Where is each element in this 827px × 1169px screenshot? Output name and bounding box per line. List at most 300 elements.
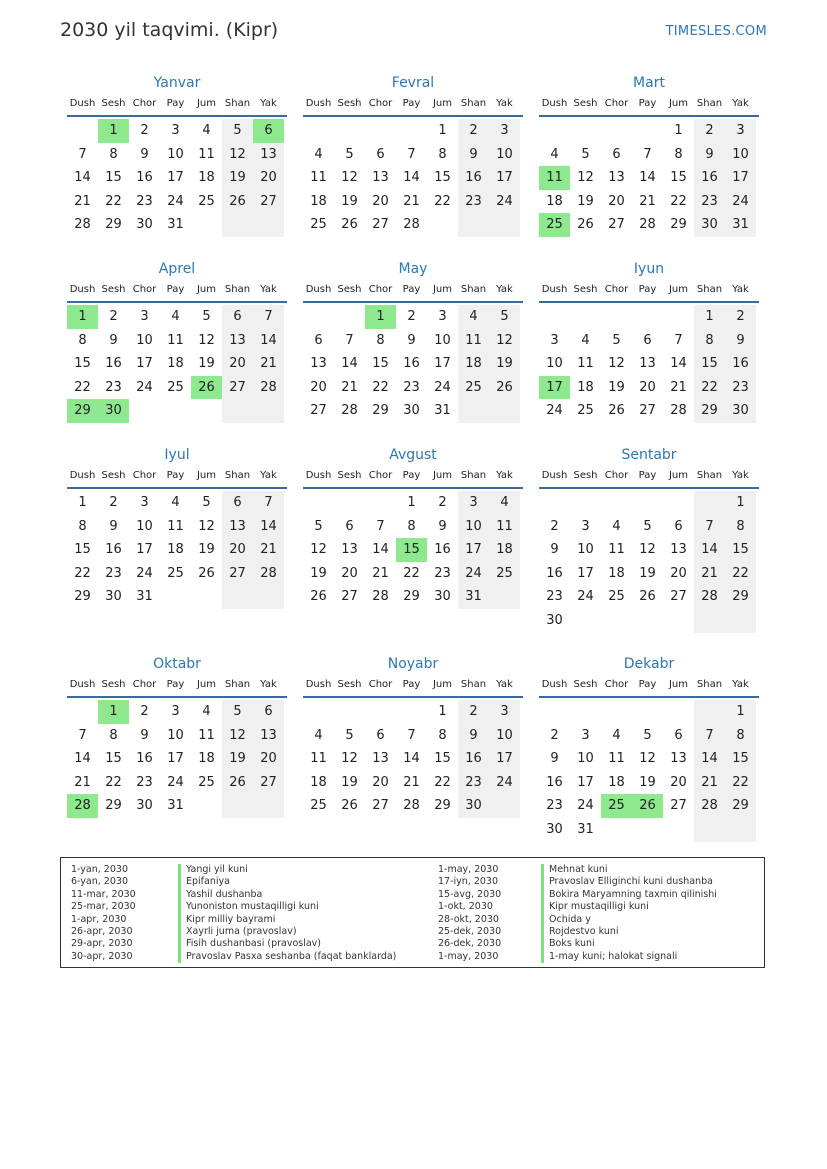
day-cell: 14 — [670, 356, 687, 372]
day-cell: 28 — [253, 376, 284, 400]
weekday-label: Chor — [368, 98, 393, 109]
day-cell: 17 — [167, 751, 184, 767]
month-iyun — [539, 257, 759, 423]
day-cell: 16 — [694, 166, 725, 190]
weekday-label: Jum — [196, 98, 217, 109]
day-cell: 14 — [639, 170, 656, 186]
day-cell: 14 — [403, 751, 420, 767]
month-aprel — [67, 257, 287, 423]
weekday-label: Yak — [732, 284, 749, 295]
day-cell: 27 — [670, 589, 687, 605]
day-cell: 24 — [577, 798, 594, 814]
empty-day-cell — [303, 491, 334, 515]
weekday-label: Shan — [224, 470, 251, 481]
day-cell: 12 — [639, 751, 656, 767]
day-cell: 12 — [489, 329, 520, 353]
day-cell: 30 — [546, 821, 563, 837]
weekday-label: Shan — [224, 679, 251, 690]
day-cell: 28 — [403, 798, 420, 814]
day-cell: 8 — [438, 146, 447, 162]
empty-day-cell — [539, 700, 570, 724]
day-cell: 22 — [725, 771, 756, 795]
legend-date: 17-iyn, 2030 — [438, 876, 499, 888]
weekday-label: Sesh — [337, 470, 362, 481]
day-cell: 31 — [167, 798, 184, 814]
empty-day-cell — [632, 305, 663, 329]
weekday-header — [539, 281, 759, 303]
weekday-label: Pay — [402, 470, 421, 481]
weekday-label: Chor — [132, 470, 157, 481]
day-cell: 9 — [140, 146, 149, 162]
day-cell: 27 — [341, 589, 358, 605]
day-cell: 15 — [694, 352, 725, 376]
day-cell: 24 — [434, 379, 451, 395]
day-cell: 2 — [140, 704, 149, 719]
day-cell: 12 — [198, 332, 215, 348]
day-cell: 4 — [171, 495, 180, 510]
day-cell: 10 — [725, 143, 756, 167]
day-cell: 30 — [458, 794, 489, 818]
day-cell: 16 — [105, 542, 122, 558]
day-cell: 11 — [167, 332, 184, 348]
day-cell: 20 — [639, 379, 656, 395]
empty-day-cell — [489, 213, 520, 237]
day-cell: 4 — [550, 146, 559, 162]
month-name: Dekabr — [623, 656, 675, 672]
day-cell: 8 — [78, 332, 87, 348]
weekday-header — [67, 95, 287, 117]
empty-day-cell — [539, 119, 570, 143]
weekday-label: Shan — [460, 679, 487, 690]
site-link[interactable]: TIMESLES.COM — [665, 24, 767, 39]
day-cell: 9 — [140, 727, 149, 743]
weekday-header — [539, 95, 759, 117]
day-cell: 22 — [670, 193, 687, 209]
day-cell: 8 — [674, 146, 683, 162]
weekday-label: Yak — [732, 679, 749, 690]
day-cell: 18 — [546, 193, 563, 209]
day-cell: 11 — [458, 329, 489, 353]
legend-date: 28-okt, 2030 — [438, 913, 499, 925]
empty-day-cell — [396, 119, 427, 143]
day-cell: 5 — [202, 309, 211, 324]
weekday-label: Pay — [166, 470, 185, 481]
day-cell: 7 — [253, 491, 284, 515]
day-cell: 27 — [372, 217, 389, 233]
day-cell: 24 — [167, 193, 184, 209]
month-mart — [539, 71, 759, 237]
empty-day-cell — [365, 119, 396, 143]
holiday-day-cell: 1 — [98, 700, 129, 724]
month-name: Avgust — [389, 447, 437, 463]
legend-date: 1-apr, 2030 — [71, 913, 127, 925]
day-cell: 24 — [546, 403, 563, 419]
day-cell: 13 — [639, 356, 656, 372]
weekday-label: Sesh — [101, 284, 126, 295]
day-cell: 29 — [372, 403, 389, 419]
day-cell: 29 — [694, 399, 725, 423]
day-cell: 23 — [458, 771, 489, 795]
holiday-day-cell: 28 — [67, 794, 98, 818]
day-cell: 22 — [74, 565, 91, 581]
day-cell: 2 — [550, 518, 559, 534]
weekday-label: Shan — [696, 470, 723, 481]
empty-day-cell — [334, 305, 365, 329]
day-cell: 13 — [341, 542, 358, 558]
legend-holiday-name: Pravoslav Pasxa seshanba (faqat banklarda) — [178, 951, 396, 963]
day-cell: 11 — [608, 542, 625, 558]
day-cell: 21 — [253, 538, 284, 562]
empty-day-cell — [458, 213, 489, 237]
day-cell: 8 — [109, 146, 118, 162]
month-avgust — [303, 443, 523, 609]
day-cell: 15 — [74, 356, 91, 372]
weekday-header — [67, 467, 287, 489]
day-cell: 24 — [136, 379, 153, 395]
day-cell: 5 — [489, 305, 520, 329]
day-cell: 26 — [222, 771, 253, 795]
day-cell: 30 — [136, 798, 153, 814]
day-cell: 21 — [694, 562, 725, 586]
legend-holiday-name: Epifaniya — [178, 876, 230, 888]
day-cell: 1 — [694, 305, 725, 329]
legend-holiday-name: Xayrli juma (pravoslav) — [178, 926, 297, 938]
day-cell: 29 — [74, 589, 91, 605]
empty-day-cell — [334, 491, 365, 515]
day-cell: 2 — [725, 305, 756, 329]
day-cell: 3 — [171, 123, 180, 138]
day-cell: 19 — [341, 774, 358, 790]
day-cell: 16 — [434, 542, 451, 558]
day-cell: 19 — [577, 193, 594, 209]
empty-day-cell — [632, 609, 663, 633]
day-cell: 17 — [725, 166, 756, 190]
legend-holiday-name: Yunoniston mustaqilligi kuni — [178, 901, 319, 913]
day-cell: 11 — [198, 146, 215, 162]
day-cell: 29 — [670, 217, 687, 233]
day-cell: 19 — [639, 565, 656, 581]
holiday-day-cell: 30 — [98, 399, 129, 423]
day-cell: 1 — [725, 491, 756, 515]
day-cell: 3 — [140, 495, 149, 510]
day-cell: 25 — [458, 376, 489, 400]
holiday-day-cell: 29 — [67, 399, 98, 423]
day-cell: 20 — [372, 193, 389, 209]
legend-holiday-name: Fisih dushanbasi (pravoslav) — [178, 938, 321, 950]
month-yanvar — [67, 71, 287, 237]
weekday-header — [67, 676, 287, 698]
day-cell: 16 — [458, 166, 489, 190]
day-cell: 2 — [109, 495, 118, 510]
day-cell: 26 — [222, 190, 253, 214]
day-cell: 16 — [546, 565, 563, 581]
day-cell: 4 — [202, 704, 211, 719]
day-cell: 19 — [198, 542, 215, 558]
weekday-label: Dush — [305, 98, 332, 109]
day-cell: 27 — [222, 376, 253, 400]
day-cell: 7 — [674, 332, 683, 348]
holiday-day-cell: 25 — [539, 213, 570, 237]
day-cell: 3 — [581, 518, 590, 534]
day-cell: 21 — [372, 565, 389, 581]
day-cell: 27 — [670, 798, 687, 814]
legend-date: 1-okt, 2030 — [438, 901, 493, 913]
empty-day-cell — [303, 700, 334, 724]
day-cell: 28 — [403, 217, 420, 233]
day-cell: 24 — [577, 589, 594, 605]
day-cell: 21 — [639, 193, 656, 209]
day-cell: 24 — [489, 190, 520, 214]
empty-day-cell — [334, 700, 365, 724]
empty-day-cell — [67, 700, 98, 724]
day-cell: 8 — [438, 727, 447, 743]
day-cell: 18 — [310, 193, 327, 209]
empty-day-cell — [253, 213, 284, 237]
legend-holiday-name: 1-may kuni; halokat signali — [541, 951, 677, 963]
day-cell: 2 — [109, 309, 118, 324]
day-cell: 30 — [694, 213, 725, 237]
day-cell: 5 — [643, 518, 652, 534]
day-cell: 13 — [372, 170, 389, 186]
day-cell: 16 — [403, 356, 420, 372]
day-cell: 9 — [550, 751, 559, 767]
day-cell: 8 — [725, 515, 756, 539]
day-cell: 27 — [608, 217, 625, 233]
day-cell: 22 — [372, 379, 389, 395]
day-cell: 30 — [105, 589, 122, 605]
day-cell: 5 — [643, 727, 652, 743]
day-cell: 19 — [608, 379, 625, 395]
day-cell: 19 — [489, 352, 520, 376]
empty-day-cell — [489, 585, 520, 609]
day-cell: 27 — [222, 562, 253, 586]
weekday-label: Dush — [69, 98, 96, 109]
day-cell: 27 — [639, 403, 656, 419]
day-cell: 7 — [345, 332, 354, 348]
day-grid — [539, 305, 759, 423]
day-cell: 19 — [198, 356, 215, 372]
day-cell: 18 — [458, 352, 489, 376]
weekday-label: Jum — [432, 284, 453, 295]
empty-day-cell — [396, 700, 427, 724]
day-cell: 17 — [458, 538, 489, 562]
day-grid — [303, 305, 523, 423]
day-cell: 25 — [167, 379, 184, 395]
day-cell: 15 — [725, 538, 756, 562]
empty-day-cell — [601, 491, 632, 515]
holiday-legend — [60, 857, 765, 968]
weekday-label: Pay — [638, 679, 657, 690]
day-cell: 22 — [74, 379, 91, 395]
day-grid — [67, 305, 287, 423]
month-noyabr — [303, 652, 523, 818]
empty-day-cell — [303, 305, 334, 329]
day-cell: 22 — [434, 774, 451, 790]
weekday-label: Jum — [196, 679, 217, 690]
day-cell: 13 — [253, 724, 284, 748]
day-cell: 30 — [434, 589, 451, 605]
day-cell: 14 — [694, 747, 725, 771]
empty-day-cell — [303, 119, 334, 143]
empty-day-cell — [570, 119, 601, 143]
day-cell: 10 — [434, 332, 451, 348]
day-cell: 8 — [109, 727, 118, 743]
empty-day-cell — [601, 609, 632, 633]
empty-day-cell — [222, 794, 253, 818]
legend-holiday-name: Yangi yil kuni — [178, 864, 248, 876]
legend-holiday-name: Mehnat kuni — [541, 864, 608, 876]
weekday-label: Shan — [460, 284, 487, 295]
day-cell: 5 — [222, 119, 253, 143]
weekday-header — [303, 95, 523, 117]
legend-date: 30-apr, 2030 — [71, 950, 133, 962]
day-cell: 7 — [694, 724, 725, 748]
day-cell: 4 — [458, 305, 489, 329]
weekday-header — [303, 281, 523, 303]
day-grid — [67, 119, 287, 237]
day-cell: 15 — [105, 751, 122, 767]
day-cell: 12 — [639, 542, 656, 558]
day-grid — [303, 119, 523, 237]
day-cell: 2 — [140, 123, 149, 138]
weekday-label: Sesh — [337, 679, 362, 690]
day-cell: 20 — [310, 379, 327, 395]
day-cell: 9 — [109, 518, 118, 534]
day-cell: 11 — [167, 518, 184, 534]
empty-day-cell — [191, 399, 222, 423]
empty-day-cell — [253, 794, 284, 818]
month-may — [303, 257, 523, 423]
day-cell: 5 — [202, 495, 211, 510]
day-cell: 25 — [310, 217, 327, 233]
empty-day-cell — [67, 119, 98, 143]
weekday-label: Jum — [668, 679, 689, 690]
day-cell: 1 — [438, 123, 447, 138]
weekday-label: Jum — [196, 284, 217, 295]
legend-date: 25-mar, 2030 — [71, 901, 136, 913]
day-cell: 20 — [253, 166, 284, 190]
weekday-header — [303, 676, 523, 698]
day-cell: 23 — [458, 190, 489, 214]
weekday-label: Chor — [368, 284, 393, 295]
weekday-label: Sesh — [573, 470, 598, 481]
day-cell: 6 — [674, 518, 683, 534]
empty-day-cell — [365, 491, 396, 515]
weekday-label: Shan — [460, 470, 487, 481]
weekday-label: Jum — [668, 98, 689, 109]
day-cell: 13 — [670, 751, 687, 767]
empty-day-cell — [253, 585, 284, 609]
day-cell: 22 — [105, 193, 122, 209]
day-cell: 3 — [140, 309, 149, 324]
day-cell: 26 — [577, 217, 594, 233]
day-cell: 24 — [167, 774, 184, 790]
weekday-label: Shan — [224, 284, 251, 295]
day-cell: 9 — [458, 724, 489, 748]
day-cell: 2 — [458, 700, 489, 724]
day-cell: 31 — [577, 821, 594, 837]
day-cell: 20 — [222, 352, 253, 376]
weekday-label: Dush — [541, 284, 568, 295]
empty-day-cell — [725, 818, 756, 842]
day-cell: 13 — [310, 356, 327, 372]
weekday-label: Yak — [260, 470, 277, 481]
month-iyul — [67, 443, 287, 609]
day-cell: 7 — [407, 727, 416, 743]
holiday-day-cell: 6 — [253, 119, 284, 143]
day-cell: 15 — [105, 170, 122, 186]
empty-day-cell — [191, 213, 222, 237]
day-cell: 23 — [546, 798, 563, 814]
empty-day-cell — [489, 399, 520, 423]
holiday-day-cell: 17 — [539, 376, 570, 400]
day-cell: 18 — [198, 170, 215, 186]
day-cell: 16 — [136, 751, 153, 767]
day-cell: 5 — [612, 332, 621, 348]
legend-date: 6-yan, 2030 — [71, 876, 128, 888]
day-cell: 1 — [725, 700, 756, 724]
day-cell: 26 — [341, 217, 358, 233]
weekday-label: Sesh — [573, 98, 598, 109]
weekday-label: Jum — [668, 470, 689, 481]
day-cell: 18 — [198, 751, 215, 767]
month-name: Oktabr — [153, 656, 201, 672]
weekday-label: Chor — [368, 679, 393, 690]
weekday-label: Pay — [402, 98, 421, 109]
legend-holiday-name: Ochida y — [541, 914, 591, 926]
weekday-label: Yak — [732, 470, 749, 481]
day-cell: 8 — [725, 724, 756, 748]
page-title: 2030 yil taqvimi. (Kipr) — [60, 19, 279, 41]
day-cell: 19 — [222, 747, 253, 771]
day-cell: 2 — [458, 119, 489, 143]
day-cell: 20 — [670, 565, 687, 581]
holiday-day-cell: 15 — [396, 538, 427, 562]
day-cell: 12 — [341, 170, 358, 186]
day-cell: 4 — [314, 727, 323, 743]
empty-day-cell — [663, 305, 694, 329]
day-cell: 15 — [725, 747, 756, 771]
weekday-label: Sesh — [101, 98, 126, 109]
day-cell: 10 — [577, 751, 594, 767]
day-cell: 1 — [674, 123, 683, 138]
day-cell: 15 — [434, 170, 451, 186]
day-cell: 20 — [608, 193, 625, 209]
day-cell: 8 — [407, 518, 416, 534]
weekday-label: Dush — [305, 284, 332, 295]
weekday-label: Chor — [604, 98, 629, 109]
empty-day-cell — [334, 119, 365, 143]
day-cell: 15 — [372, 356, 389, 372]
day-cell: 23 — [694, 190, 725, 214]
weekday-label: Shan — [224, 98, 251, 109]
empty-day-cell — [725, 609, 756, 633]
weekday-label: Dush — [541, 470, 568, 481]
weekday-label: Yak — [496, 679, 513, 690]
day-cell: 16 — [136, 170, 153, 186]
month-oktabr — [67, 652, 287, 818]
day-cell: 23 — [136, 193, 153, 209]
day-cell: 4 — [612, 518, 621, 534]
day-grid — [539, 119, 759, 237]
weekday-label: Dush — [69, 284, 96, 295]
holiday-day-cell: 11 — [539, 166, 570, 190]
month-dekabr — [539, 652, 759, 842]
day-cell: 6 — [222, 491, 253, 515]
day-cell: 26 — [489, 376, 520, 400]
day-cell: 6 — [674, 727, 683, 743]
day-cell: 14 — [74, 170, 91, 186]
